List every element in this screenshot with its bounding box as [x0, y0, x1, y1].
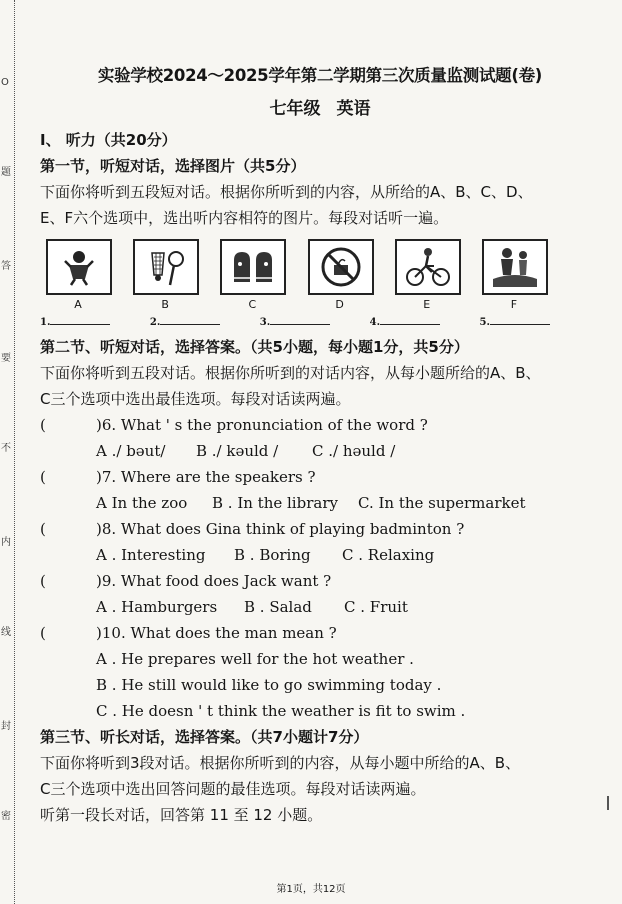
option-a: A In the zoo	[96, 494, 188, 512]
people-scene-icon	[482, 239, 548, 295]
binding-char: 题	[1, 167, 11, 178]
section2-instruction: 下面你将听到五段对话。根据你所听到的对话内容，从每小题所给的A、B、	[40, 364, 541, 382]
picture-label: E	[423, 298, 431, 311]
answer-blank-5[interactable]: 5.	[480, 317, 550, 328]
picture-option-e	[395, 239, 459, 311]
section2-heading: 第二节、听短对话，选择答案。（共5小题，每小题1分，共5分）	[40, 338, 469, 356]
binding-char: 答	[1, 261, 11, 272]
picture-label: D	[335, 298, 344, 311]
section3-heading: 第三节、听长对话，选择答案。（共7小题计7分）	[40, 728, 369, 746]
answer-bracket[interactable]: (	[40, 624, 46, 642]
answer-blank-1[interactable]: 1.	[40, 317, 110, 328]
mittens-icon	[220, 239, 286, 295]
option-b: B . He still would like to go swimming today .	[96, 676, 442, 694]
page-edge-mark	[607, 796, 609, 810]
binding-char: 封	[1, 721, 11, 732]
picture-label: C	[248, 298, 257, 311]
question-text: )8. What does Gina think of playing badminton ?	[96, 520, 465, 538]
question-7	[40, 464, 600, 516]
option-c: C . Relaxing	[342, 546, 435, 564]
no-smoking-icon	[308, 239, 374, 295]
answer-blank-4[interactable]: 4.	[370, 317, 440, 328]
picture-option-f	[482, 239, 546, 311]
binding-char: 内	[1, 537, 11, 548]
option-c: C. In the supermarket	[358, 494, 526, 512]
binding-strip	[0, 0, 15, 904]
option-b: B . In the library	[212, 494, 338, 512]
option-a: A ./ bəut/	[96, 442, 166, 460]
option-c: C ./ həuld /	[312, 442, 396, 460]
question-text: )7. Where are the speakers ?	[96, 468, 316, 486]
answer-bracket[interactable]: (	[40, 416, 46, 434]
section3-instruction: C三个选项中选出回答问题的最佳选项。每段对话读两遍。	[40, 780, 426, 798]
badminton-icon	[133, 239, 199, 295]
option-b: B . Salad	[244, 598, 312, 616]
option-b: B ./ kəuld /	[196, 442, 279, 460]
binding-char: 线	[1, 627, 11, 638]
option-a: A . Hamburgers	[96, 598, 218, 616]
section3-instruction: 下面你将听到3段对话。根据你所听到的内容，从每小题中所给的A、B、	[40, 754, 521, 772]
picture-options	[46, 239, 546, 311]
binding-char: 不	[1, 443, 11, 454]
girl-cycling-icon	[395, 239, 461, 295]
subject-label: 英语	[336, 99, 371, 119]
section1-instruction: 下面你将听到五段短对话。根据你所听到的内容，从所给的A、B、C、D、	[40, 183, 533, 201]
option-c: C . Fruit	[344, 598, 408, 616]
option-c: C . He doesn ' t think the weather is fit to swim .	[96, 702, 466, 720]
answer-bracket[interactable]: (	[40, 572, 46, 590]
question-9	[40, 568, 600, 620]
option-a: A . Interesting	[96, 546, 206, 564]
binding-char: 要	[1, 353, 11, 364]
section1-instruction: E、F六个选项中，选出听内容相符的图片。每段对话听一遍。	[40, 209, 449, 227]
part1-heading: I、 听力（共20分）	[40, 131, 177, 149]
grade-label: 七年级	[269, 99, 321, 119]
answer-bracket[interactable]: (	[40, 468, 46, 486]
page-footer: 第1页，共12页	[276, 884, 346, 895]
exam-page	[40, 62, 600, 828]
picture-option-a	[46, 239, 110, 311]
picture-label: F	[510, 298, 518, 311]
picture-label: A	[74, 298, 82, 311]
section2-instruction: C三个选项中选出最佳选项。每段对话读两遍。	[40, 390, 351, 408]
picture-option-d	[308, 239, 372, 311]
binding-char: 密	[1, 811, 11, 822]
question-text: )6. What ' s the pronunciation of the word ?	[96, 416, 428, 434]
exam-subtitle	[40, 94, 600, 119]
cartoon-figure-icon	[46, 239, 112, 295]
answer-blanks	[40, 317, 550, 328]
question-8	[40, 516, 600, 568]
question-10	[40, 620, 600, 724]
question-text: )10. What does the man mean ?	[96, 624, 337, 642]
section1-heading: 第一节，听短对话，选择图片（共5分）	[40, 157, 306, 175]
answer-blank-3[interactable]: 3.	[260, 317, 330, 328]
option-b: B . Boring	[234, 546, 311, 564]
answer-blank-2[interactable]: 2.	[150, 317, 220, 328]
option-a: A . He prepares well for the hot weather .	[96, 650, 414, 668]
exam-title: 实验学校2024～2025学年第二学期第三次质量监测试题(卷)	[97, 66, 543, 85]
section3-instruction: 听第一段长对话，回答第 11 至 12 小题。	[40, 806, 323, 824]
answer-bracket[interactable]: (	[40, 520, 46, 538]
binding-char: O	[1, 77, 9, 88]
picture-label: B	[161, 298, 169, 311]
picture-option-b	[133, 239, 197, 311]
question-text: )9. What food does Jack want ?	[96, 572, 332, 590]
picture-option-c	[220, 239, 284, 311]
question-6	[40, 412, 600, 464]
